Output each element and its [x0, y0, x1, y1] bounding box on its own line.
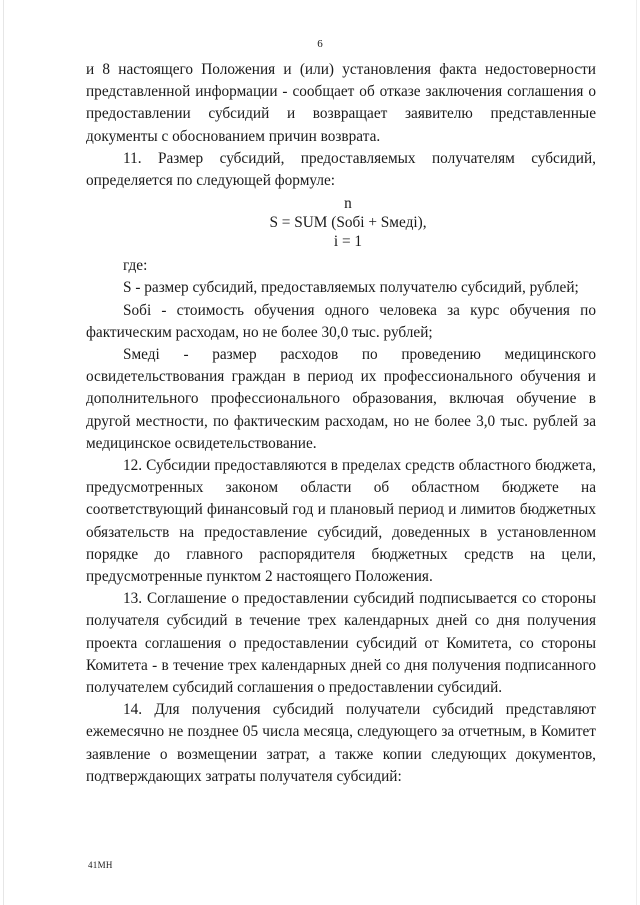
paragraph-12: 12. Субсидии предоставляются в пределах средств областного бюджета, предусмотренных законом области об областном бюджете на соответствующий финансовый год и плановый период и лимитов бюджетных обязательств на предоставление субсидий, доведенных в установленном порядке до главного распорядителя бюджетных средств на цели, предусмотренные пунктом 2 настоящего Положения.	[86, 457, 596, 586]
footer-code: 41МН	[88, 860, 113, 870]
definition-sobi: Sобі - стоимость обучения одного человека за курс обучения по фактическим расходам, но не более 30,0 тыс. рублей;	[86, 301, 596, 341]
subsidy-formula	[86, 194, 596, 251]
formula-upper-limit: n	[344, 195, 352, 213]
scan-edge-left	[3, 0, 4, 905]
scan-edge-right	[636, 0, 637, 905]
definition-smedi: Sмеді - размер расходов по проведению медицинского освидетельствования граждан в период их профессионального обучения и дополнительного профессионального образования, включая обучение в другой местности, по фактическим расходам, но не более 3,0 тыс. рублей за медицинское освидетельствование.	[86, 346, 596, 452]
formula-expression: S = SUM (Sобі + Sмеді),	[269, 214, 427, 232]
paragraph-11: 11. Размер субсидий, предоставляемых получателям субсидий, определяется по следующей формуле:	[86, 149, 596, 190]
document-body	[86, 59, 596, 788]
paragraph-continuation: и 8 настоящего Положения и (или) установления факта недостоверности представленной информации - сообщает об отказе заключения соглашения о предоставлении субсидий и возвращает заявителю представленные документы с обоснованием причин возврата.	[86, 61, 596, 145]
definition-s: S - размер субсидий, предоставляемых получателю субсидий, рублей;	[123, 279, 579, 297]
page-number: 6	[317, 38, 323, 50]
paragraph-14: 14. Для получения субсидий получатели субсидий представляют ежемесячно не позднее 05 числа месяца, следующего за отчетным, в Комитет заявление о возмещении затрат, а также копии следующих документов, подтверждающих затраты получателя субсидий:	[86, 701, 596, 785]
formula-lower-limit: і = 1	[333, 233, 363, 251]
paragraph-13: 13. Соглашение о предоставлении субсидий подписывается со стороны получателя субсидий в течение трех календарных дней со дня получения проекта соглашения о предоставлении субсидий от Комитета, со стороны Комитета - в течение трех календарных дней со дня получения подписанного получателем субсидий соглашения о предоставлении субсидий.	[86, 590, 596, 697]
where-label: где:	[123, 257, 148, 275]
